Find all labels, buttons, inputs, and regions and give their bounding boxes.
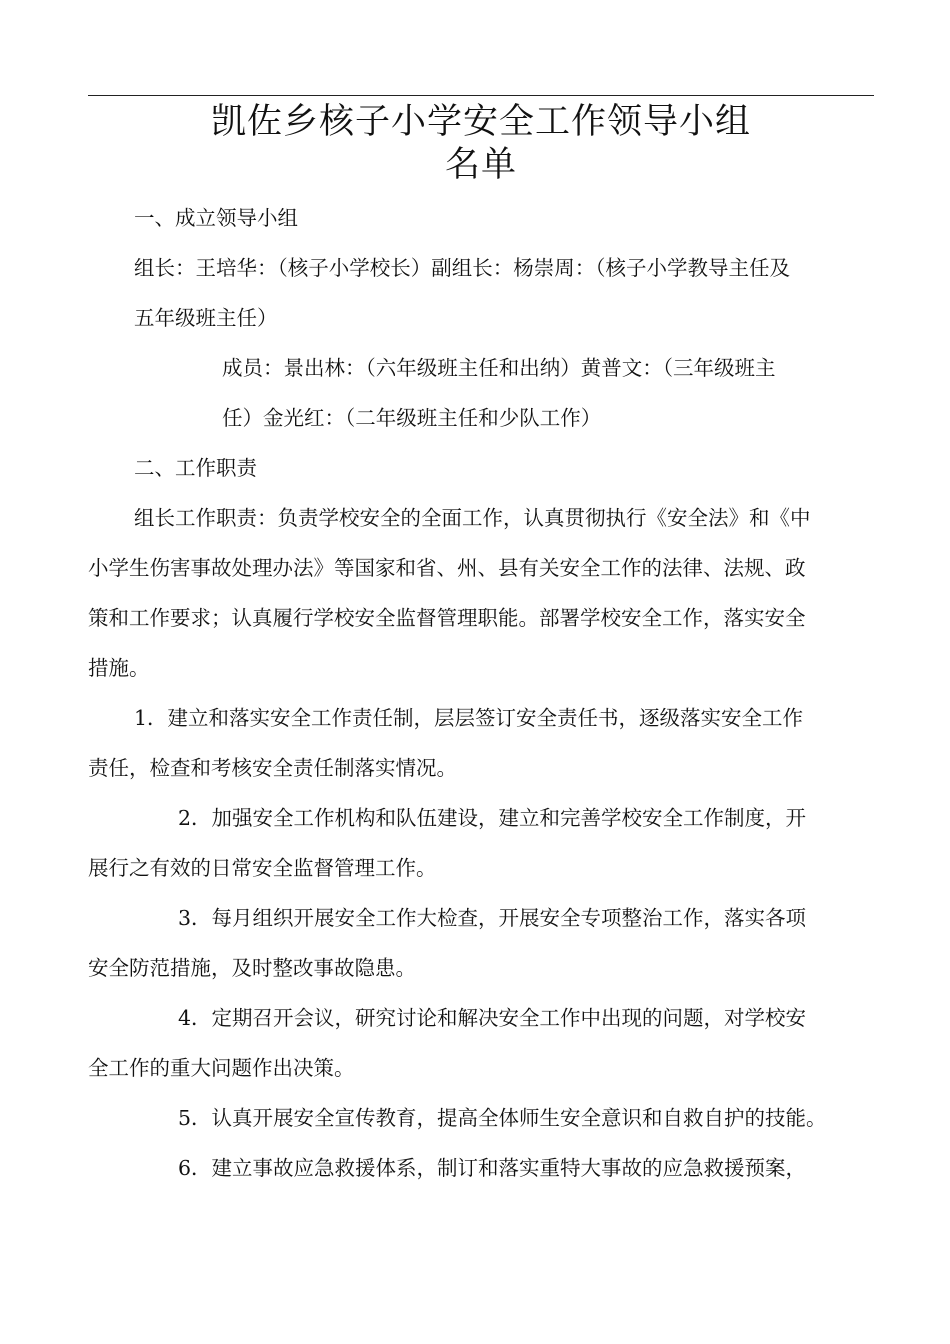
item-3-line-2: 安全防范措施，及时整改事故隐患。	[88, 956, 416, 980]
header-rule	[88, 95, 874, 96]
section-heading-2: 二、工作职责	[134, 456, 257, 480]
item-4-line-1: 4．定期召开会议，研究讨论和解决安全工作中出现的问题，对学校安	[178, 1006, 807, 1030]
duty-paragraph-line-4: 措施。	[88, 656, 150, 680]
document-title-line-1: 凯佐乡核子小学安全工作领导小组	[210, 102, 751, 142]
leader-line-2: 五年级班主任）	[134, 306, 278, 330]
duty-paragraph-line-2: 小学生伤害事故处理办法》等国家和省、州、县有关安全工作的法律、法规、政	[88, 556, 806, 580]
item-4-line-2: 全工作的重大问题作出决策。	[88, 1056, 355, 1080]
members-line-1: 成员：景出林：（六年级班主任和出纳）黄普文：（三年级班主	[222, 356, 776, 380]
duty-paragraph-line-3: 策和工作要求；认真履行学校安全监督管理职能。部署学校安全工作，落实安全	[88, 606, 806, 630]
item-5-line-1: 5．认真开展安全宣传教育，提高全体师生安全意识和自救自护的技能。	[178, 1106, 827, 1130]
item-2-line-1: 2．加强安全工作机构和队伍建设，建立和完善学校安全工作制度，开	[178, 806, 807, 830]
members-line-2: 任）金光红：（二年级班主任和少队工作）	[222, 406, 602, 430]
document-title-line-2: 名单	[444, 145, 517, 185]
duty-paragraph-line-1: 组长工作职责：负责学校安全的全面工作，认真贯彻执行《安全法》和《中	[134, 506, 811, 530]
item-1-line-1: 1．建立和落实安全工作责任制，层层签订安全责任书，逐级落实安全工作	[134, 706, 804, 730]
item-1-line-2: 责任，检查和考核安全责任制落实情况。	[88, 756, 457, 780]
item-2-line-2: 展行之有效的日常安全监督管理工作。	[88, 856, 437, 880]
leader-line-1: 组长：王培华：（核子小学校长）副组长：杨崇周：（核子小学教导主任及	[134, 256, 790, 280]
section-heading-1: 一、成立领导小组	[134, 206, 298, 230]
item-3-line-1: 3．每月组织开展安全工作大检查，开展安全专项整治工作，落实各项	[178, 906, 807, 930]
item-6-line-1: 6．建立事故应急救援体系，制订和落实重特大事故的应急救援预案，	[178, 1156, 807, 1180]
